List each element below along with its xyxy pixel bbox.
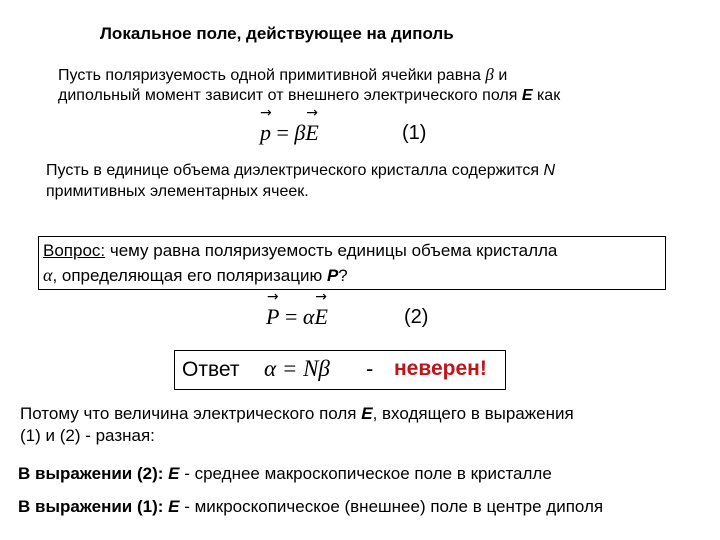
- reason-line-2: (1) и (2) - разная:: [20, 426, 155, 445]
- intro-line-1: Пусть поляризуемость одной примитивной ячейки равна β и: [58, 65, 508, 84]
- beta-symbol: β: [485, 65, 494, 84]
- question-box: [38, 236, 666, 290]
- para2-line-1: Пусть в единице объема диэлектрического кристалла содержится N: [46, 162, 556, 179]
- formula-2-number: (2): [404, 306, 429, 328]
- expression-2-line: В выражении (2): E - среднее макроскопическое поле в кристалле: [18, 464, 552, 483]
- answer-label: Ответ: [182, 358, 240, 381]
- N-symbol: N: [543, 162, 556, 179]
- answer-dash: -: [366, 356, 374, 381]
- E-symbol: E: [521, 87, 533, 104]
- alpha-symbol: α: [43, 265, 53, 285]
- question-label: Вопрос:: [43, 241, 106, 260]
- formula-2: → P = α→ E: [266, 304, 328, 330]
- formula-1-number: (1): [402, 122, 427, 144]
- answer-verdict: неверен!: [394, 357, 487, 380]
- formula-1: → p = β→ E: [260, 120, 319, 146]
- answer-formula: α = Nβ: [264, 356, 330, 381]
- expression-1-line: В выражении (1): E - микроскопическое (внешнее) поле в центре диполя: [18, 497, 604, 516]
- intro-line-2: дипольный момент зависит от внешнего электрического поля E как: [58, 87, 561, 104]
- P-symbol: P: [326, 266, 339, 285]
- reason-line-1: Потому что величина электрического поля E, входящего в выражения: [20, 404, 574, 423]
- page-title: Локальное поле, действующее на диполь: [100, 24, 454, 43]
- para2-line-2: примитивных элементарных ячеек.: [46, 183, 309, 200]
- question-line-2: α, определяющая его поляризацию P?: [43, 265, 348, 285]
- question-line-1: Вопрос: чему равна поляризуемость единицы объема кристалла: [43, 241, 558, 260]
